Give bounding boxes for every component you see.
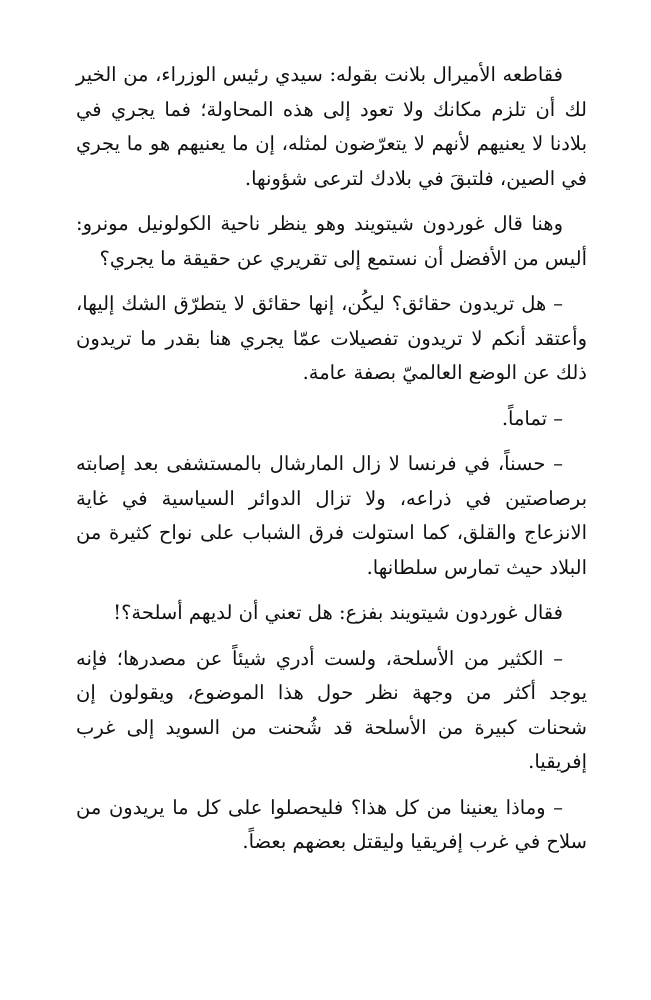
paragraph-8: – وماذا يعنينا من كل هذا؟ فليحصلوا على كل ما يريدون من سلاح في غرب إفريقيا وليقتل بعضهم بعضاً.: [76, 795, 587, 853]
paragraph-1: فقاطعه الأميرال بلانت بقوله: سيدي رئيس الوزراء، من الخير لك أن تلزم مكانك ولا تعود إلى هذه المحاولة؛ فما يجري في بلادنا لا يعنيهم لأنهم لا يتعرّضون لمثله، إن ما يعنيهم هو ما يجري في الصين، فلتبقَ في بلادك لترعى شؤونها.: [76, 63, 587, 190]
paragraph-7: – الكثير من الأسلحة، ولست أدري شيئاً عن مصدرها؛ فإنه يوجد أكثر من وجهة نظر حول هذا الموضوع، ويقولون إن شحنات كبيرة من الأسلحة قد شُحنت من السويد إلى غرب إفريقيا.: [76, 646, 587, 773]
paragraph-2: وهنا قال غوردون شيتويند وهو ينظر ناحية الكولونيل مونرو: أليس من الأفضل أن نستمع إلى تقريري عن حقيقة ما يجري؟: [76, 212, 587, 270]
paragraph-6: فقال غوردون شيتويند بفزع: هل تعني أن لديهم أسلحة؟!: [113, 601, 563, 624]
book-page-text: [76, 58, 587, 871]
paragraph-3: – هل تريدون حقائق؟ ليكُن، إنها حقائق لا يتطرّق الشك إليها، وأعتقد أنكم لا تريدون تفصيلات عمّا يجري هنا بقدر ما تريدون ذلك عن الوضع العالميّ بصفة عامة.: [76, 292, 587, 384]
paragraph-5: – حسناً، في فرنسا لا زال المارشال بالمستشفى بعد إصابته برصاصتين في ذراعه، ولا تزال الدوائر السياسية في غاية الانزعاج والقلق، كما استولت فرق الشباب على نواح كثيرة من البلاد حيث تمارس سلطانها.: [76, 452, 587, 579]
paragraph-4: – تماماً.: [501, 406, 563, 430]
